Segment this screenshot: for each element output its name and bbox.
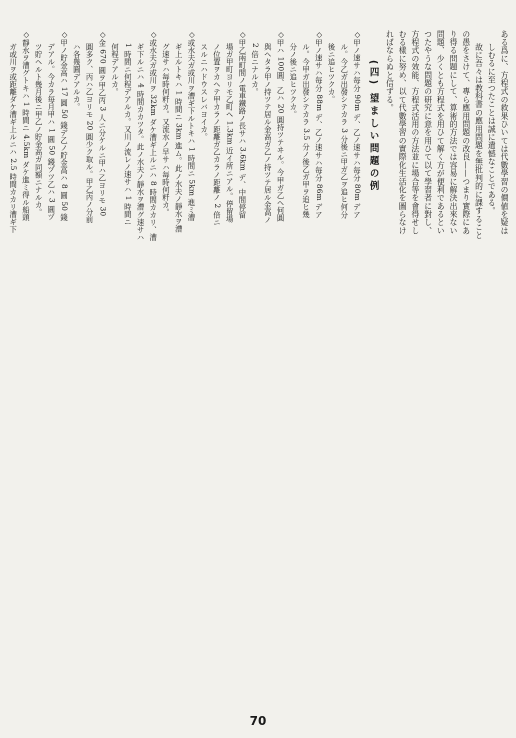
text-line: ればならぬと信ずる。 (385, 30, 395, 112)
text-line: り得る問題にして、算術的方法では容易に解決出來ない (449, 30, 459, 235)
example-line: 1 時間ニ何程デアルカ。又川ノ流レノ速サハ 1 時間ニ (123, 43, 133, 226)
example-line: スルニハドウスレバヨイカ。 (200, 43, 210, 141)
example-line: ギ上ルトキハ 1 時間ニ 3km 進ム。此ノ水夫ノ靜水ヲ漕 (174, 43, 184, 233)
example-line: ル。今乙ガ出發シテカラ 3 分後ニ甲ガ乙ヲ追ヒ何分 (340, 43, 350, 219)
example-line: ◇或水夫ガ或川ヲ漕ギ下ルトキハ 1 時間ニ 5km 進ミ漕 (187, 30, 197, 222)
example-line: 場ガ甲町ヨリモ乙町へ 1.3km 近イ所ニアル。停留場 (225, 43, 235, 223)
example-line: ル。今甲ガ出發シテカラ 3.5 分ノ後乙ガ甲ヲ追ヒ幾 (302, 43, 312, 219)
example-line: 後ニ追ヒツクカ。 (327, 43, 337, 104)
vertical-text-body (6, 30, 510, 702)
example-line: ◇甲ノ速サハ毎分 90m デ、乙ノ速サハ毎分 80m デア (352, 30, 362, 219)
example-line: ハ各幾圓デアルカ。 (72, 43, 82, 111)
text-line: 問題、少くとも方程式を用ひて解く方が便利であるとい (436, 30, 446, 235)
example-line: 分ノ後ニ追ヒツクカ。 (289, 43, 299, 119)
text-line: 方程式の效能、方程式活用の方法並に場合等を會得せし (410, 30, 420, 235)
example-line: 何程デアルカ。 (111, 43, 121, 96)
example-line: ◇甲ハ 100圓、乙ハ 20 圓持ツテヰル。今甲ガ乙ヘ何圓 (276, 30, 286, 222)
page-number: 70 (249, 714, 267, 728)
example-line: ノ位置ヲカヘテ甲カラノ距離ガ乙カラノ距離ノ 2 倍ニ (212, 43, 222, 226)
example-line: ◇甲ノ貯金高ハ 17 圓 50 錢デ乙ノ貯金高ハ 8 圓 50 錢 (60, 30, 70, 222)
example-line: ギ下ルニハ 4 時間カカツタ。此ノ水夫ノ靜水ヲ漕グ速サハ (136, 43, 146, 241)
example-line: ガ或川ヲ或距離ダケ漕ギ上ルニハ 2.5 時間カカリ漕ギ下 (9, 43, 19, 234)
example-line: 圓多ク、丙ハ乙ヨリモ 20 圓少ク取ル。甲乙丙ノ分前 (85, 43, 95, 224)
text-line: 故に吾々は教科書の應用問題を無批判的に課すること (474, 43, 484, 240)
example-line: ツ貯ヘルト幾月後ニ甲乙ノ貯金高ガ同額ニナルカ。 (34, 43, 44, 216)
example-line: ◇靜水ヲ漕グトキハ 1 時間ニ 4.5km ダケ進ミ得ル船頭 (21, 30, 31, 222)
text-line: しむるに至つたことは誠に遺憾なことである。 (487, 43, 497, 215)
example-line: 與ヘタラ甲ノ持ツテ居ル金高ガ乙ノ持ツテ居ル金高ノ (263, 43, 273, 224)
example-line: 2 倍ニナルカ。 (251, 43, 261, 96)
text-line: つたやうな問題の研究に意を用ひて以て學習者に對し、 (423, 30, 433, 235)
text-line: ある爲に、方程式の救果ひいては代數學習の價値を疑は (500, 30, 509, 235)
example-line: ◇甲ノ速サハ毎分 88m デ、乙ノ速サハ毎分 86m デア (314, 30, 324, 219)
example-line: ◇或水夫ガ或川ヲ 32km ダケ漕ギ上ルニハ 8 時間カカリ、漕 (149, 30, 159, 242)
example-line: グ速サハ毎時何粁カ。又流水ノ早サハ毎時何粁カ。 (161, 43, 171, 216)
text-line: むる樣に努め、以て代數學習の實際化生活化を圖らなけ (398, 30, 408, 235)
example-line: ◇金 670 圓ヲ甲乙丙 3 人ニ分ケルニ甲ハ乙ヨリモ 30 (98, 30, 108, 217)
text-line: の愚をさけて、專ら應用問題の改良——つまり實際にあ (461, 30, 471, 235)
example-line: デアル。今カラ毎月甲ハ 1 圓 50 錢ヅツ乙ハ 3 圓ヅ (47, 43, 57, 221)
section-heading: (四) 望ましい問題の例 (367, 60, 379, 193)
example-line: ◇甲乙兩町間ノ電車鐵路ノ長サハ 3.6km デ、中間停留 (238, 30, 248, 219)
